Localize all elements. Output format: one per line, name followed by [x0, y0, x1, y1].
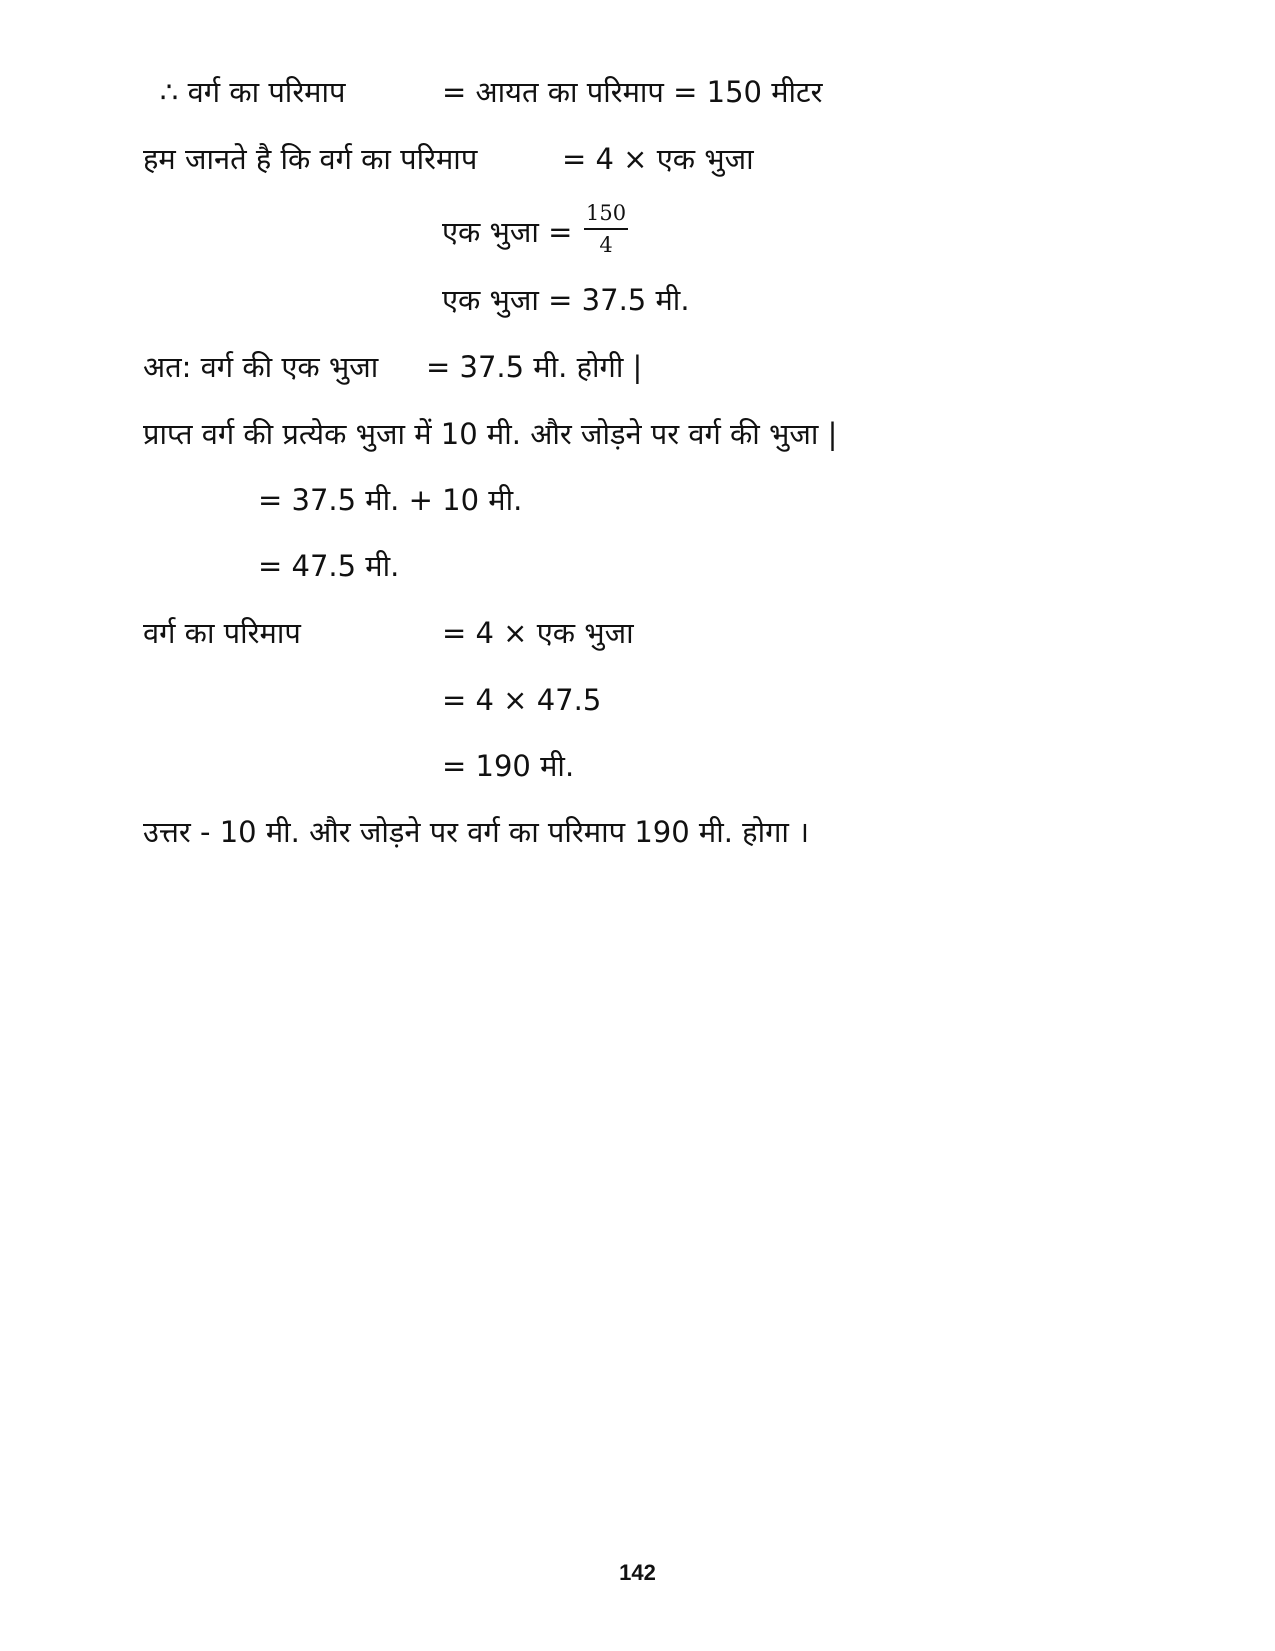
perimeter-square-value: = आयत का परिमाप = 150 मीटर — [442, 75, 823, 109]
fraction — [584, 200, 628, 257]
new-side-sum: = 37.5 मी. + 10 मी. — [258, 483, 523, 517]
known-formula-label: हम जानते है कि वर्ग का परिमाप — [143, 142, 478, 176]
hence-side-label: अत: वर्ग की एक भुजा — [143, 350, 379, 384]
new-perimeter-substitution: = 4 × 47.5 — [442, 683, 602, 717]
answer-line: उत्तर - 10 मी. और जोड़ने पर वर्ग का परिमाप 190 मी. होगा । — [143, 815, 810, 849]
side-result: एक भुजा = 37.5 मी. — [442, 283, 690, 317]
fraction-denominator: 4 — [599, 233, 613, 257]
add-length-statement: प्राप्त वर्ग की प्रत्येक भुजा में 10 मी. और जोड़ने पर वर्ग की भुजा | — [143, 417, 838, 451]
new-perimeter-label: वर्ग का परिमाप — [143, 616, 301, 650]
fraction-bar — [584, 228, 628, 230]
page-number: 142 — [619, 1560, 656, 1585]
hence-side-value: = 37.5 मी. होगी | — [426, 350, 643, 384]
perimeter-square-label: ∴ वर्ग का परिमाप — [160, 75, 346, 109]
fraction-numerator: 150 — [586, 201, 627, 225]
known-formula-value: = 4 × एक भुजा — [562, 142, 754, 176]
side-fraction-label: एक भुजा = — [442, 215, 573, 249]
new-perimeter-formula: = 4 × एक भुजा — [442, 616, 634, 650]
new-side-result: = 47.5 मी. — [258, 549, 400, 583]
new-perimeter-result: = 190 मी. — [442, 749, 575, 783]
